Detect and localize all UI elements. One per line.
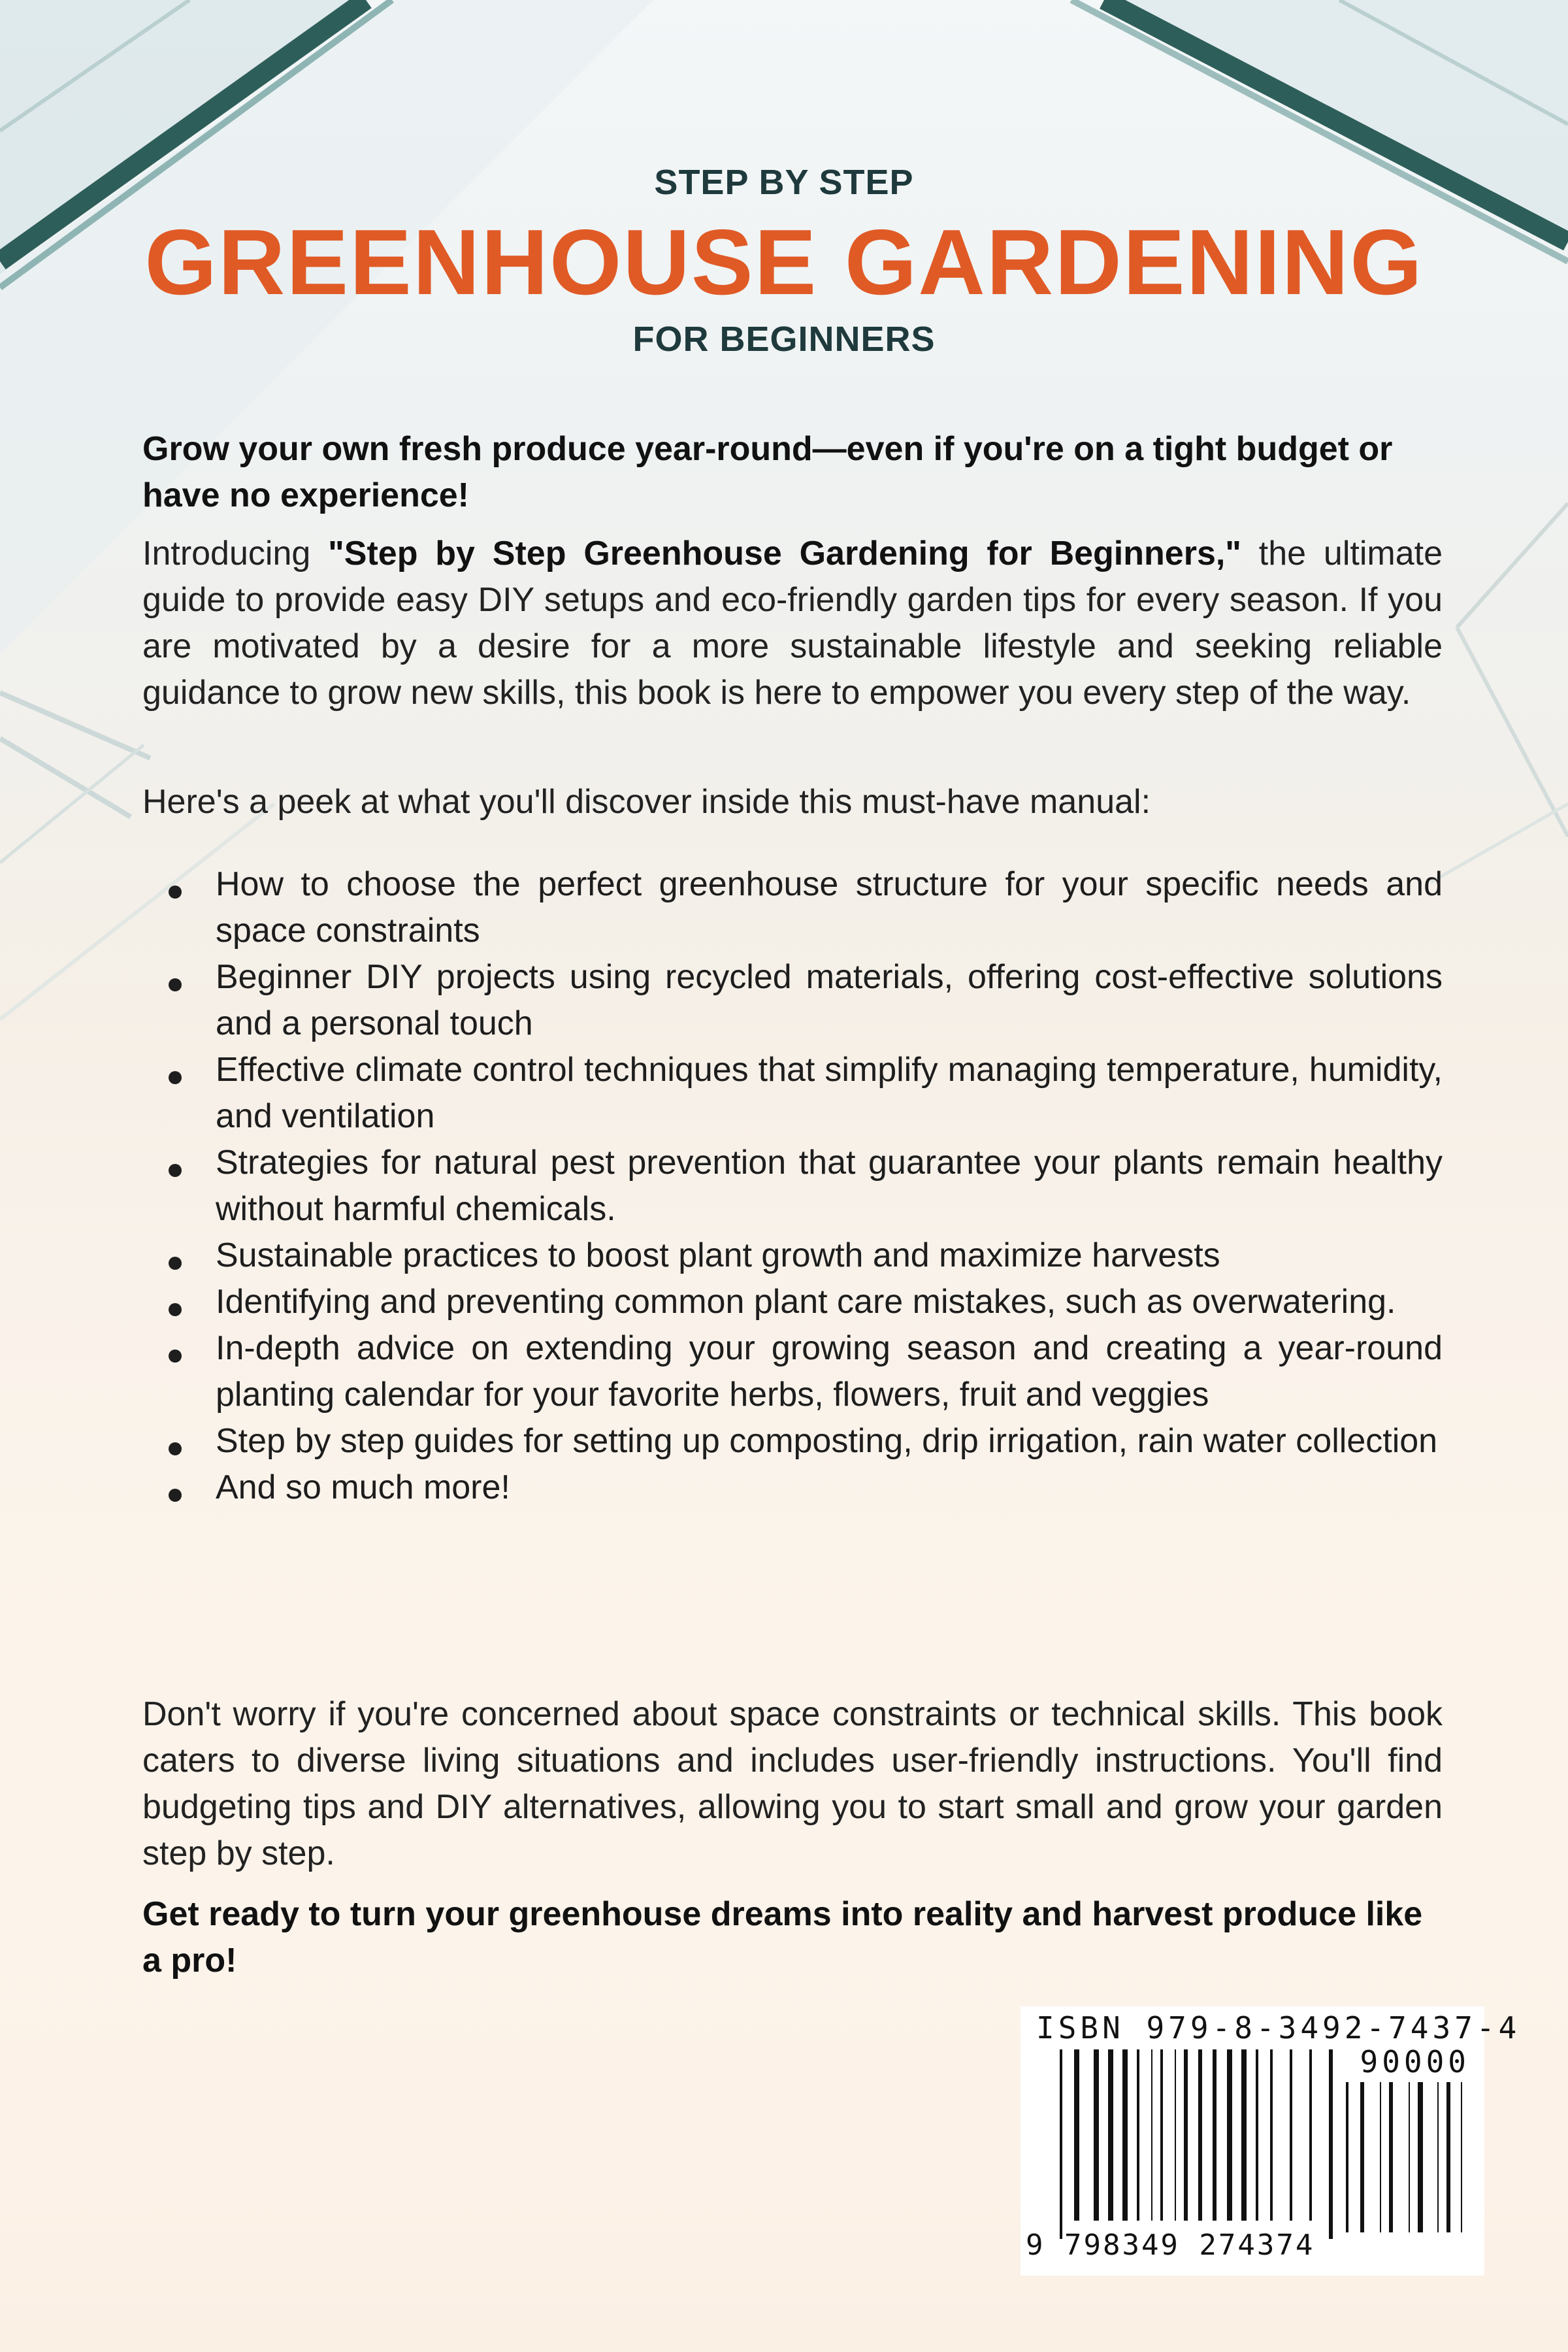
- barcode-bar: [1184, 2049, 1188, 2221]
- addon-barcode-bars: [1345, 2082, 1469, 2232]
- barcode-bar: [1213, 2049, 1217, 2221]
- barcode-bar: [1309, 2049, 1312, 2221]
- isbn-barcode: [1021, 2006, 1521, 2276]
- barcode-bar: [1094, 2049, 1099, 2221]
- barcode-bars: [1058, 2049, 1333, 2239]
- barcode-bar: [1329, 2049, 1333, 2239]
- list-item: Identifying and preventing common plant care mistakes, such as overwatering.: [216, 1279, 1443, 1325]
- barcode-bar: [1137, 2049, 1139, 2221]
- intro-book-title: "Step by Step Greenhouse Gardening for Beginners,": [328, 535, 1241, 572]
- barcode-bar: [1256, 2049, 1258, 2221]
- peek-paragraph: Here's a peek at what you'll discover inside this must-have manual:: [142, 783, 1151, 821]
- barcode-bar: [1446, 2082, 1450, 2232]
- list-item: And so much more!: [216, 1465, 1443, 1511]
- barcode-bar: [1270, 2049, 1273, 2221]
- barcode-bar: [1198, 2049, 1202, 2221]
- barcode-bar: [1290, 2049, 1292, 2221]
- list-item: Step by step guides for setting up composting, drip irrigation, rain water collection: [216, 1418, 1443, 1465]
- barcode-bar: [1380, 2082, 1381, 2232]
- list-item: Effective climate control techniques that simplify managing temperature, humidity, and ventilation: [216, 1047, 1443, 1140]
- barcode-bar: [1360, 2082, 1364, 2232]
- feature-list: [216, 861, 1443, 1511]
- barcode-bar: [1437, 2082, 1439, 2232]
- barcode-bar: [1389, 2082, 1393, 2232]
- barcode-bar: [1418, 2082, 1423, 2232]
- barcode-bar: [1060, 2049, 1062, 2239]
- title-kicker-top: STEP BY STEP: [654, 163, 914, 202]
- barcode-bar: [1241, 2049, 1247, 2221]
- barcode-bar: [1151, 2049, 1152, 2221]
- barcode-bar: [1074, 2049, 1079, 2221]
- barcode-bar: [1409, 2082, 1410, 2232]
- barcode-bar: [1108, 2049, 1113, 2221]
- title-kicker-bottom: FOR BEGINNERS: [632, 320, 936, 359]
- barcode-bar: [1461, 2082, 1462, 2232]
- barcode-bar: [1227, 2049, 1232, 2221]
- intro-suffix: the ultimate guide to provide easy DIY setups and eco-friendly garden tips for every season. If you are motivated by a desire for a more sustainable lifestyle and seeking reliable guidance to grow new skills, this book is here to empower you every step of the way.: [142, 535, 1443, 712]
- cover-title-block: [0, 157, 1568, 363]
- list-item: In-depth advice on extending your growing season and creating a year-round planting calendar for your favorite herbs, flowers, fruit and veggies: [216, 1325, 1443, 1418]
- list-item: Strategies for natural pest prevention that guarantee your plants remain healthy without harmful chemicals.: [216, 1140, 1443, 1233]
- barcode-bar: [1160, 2049, 1163, 2221]
- barcode-bar: [1175, 2049, 1176, 2221]
- barcode-bar: [1346, 2082, 1348, 2232]
- lead-paragraph: Grow your own fresh produce year-round—even if you're on a tight budget or have no experience!: [142, 430, 1393, 514]
- barcode-digits: 9 798349 274374: [1026, 2228, 1315, 2262]
- closing-paragraph: Get ready to turn your greenhouse dreams into reality and harvest produce like a pro!: [142, 1895, 1423, 1979]
- list-item: How to choose the perfect greenhouse structure for your specific needs and space constraints: [216, 861, 1443, 954]
- barcode-bar: [1122, 2049, 1128, 2221]
- price-addon-number: 90000: [1360, 2044, 1470, 2079]
- list-item: Sustainable practices to boost plant growth and maximize harvests: [216, 1233, 1443, 1279]
- list-item: Beginner DIY projects using recycled materials, offering cost-effective solutions and a personal touch: [216, 954, 1443, 1047]
- book-title: GREENHOUSE GARDENING: [144, 210, 1424, 314]
- outro-paragraph: Don't worry if you're concerned about space constraints or technical skills. This book caters to diverse living situations and includes user-friendly instructions. You'll find budgeting tips and DIY alternatives, allowing you to start small and grow your garden step by step.: [142, 1695, 1443, 1872]
- intro-prefix: Introducing: [142, 535, 329, 572]
- isbn-label: ISBN 979-8-3492-7437-4: [1036, 2010, 1521, 2046]
- intro-paragraph: [142, 531, 1443, 716]
